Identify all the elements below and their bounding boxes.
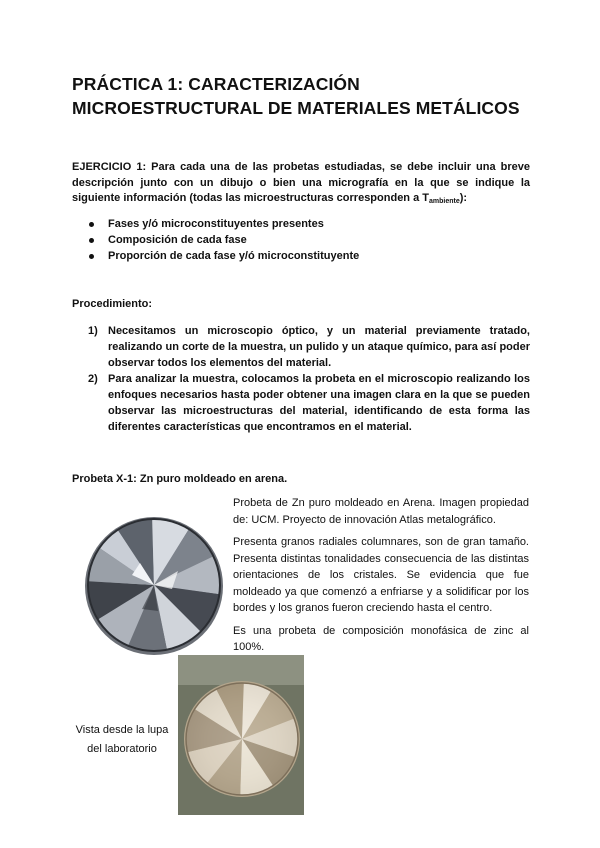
- list-item: [72, 323, 530, 371]
- list-item: Composición de cada fase: [72, 232, 359, 248]
- specimen-heading: Probeta X-1: Zn puro moldeado en arena.: [72, 473, 288, 485]
- list-item: Fases y/ó microconstituyentes presentes: [72, 216, 359, 232]
- exercise-statement: [72, 160, 530, 210]
- list-item: Proporción de cada fase y/ó microconstituyente: [72, 248, 359, 264]
- caption-line: Vista desde la lupa: [75, 724, 169, 736]
- requirements-list: [72, 216, 359, 264]
- description-paragraph: Presenta granos radiales columnares, son de gran tamaño. Presenta distintas tonalidades consecuencia de las distintas orientaciones de los cristales. Se evidencia que fue moldeado ya que comenzó a enfriarse y a solidificar por los bordes y los granos fueron creciendo hasta el centro.: [233, 536, 529, 614]
- step-number: 2): [88, 373, 98, 385]
- description-paragraph: Probeta de Zn puro moldeado en Arena. Imagen propiedad de: UCM. Proyecto de innovación Atlas metalográfico.: [233, 497, 529, 526]
- description-paragraph: Es una probeta de composición monofásica de zinc al 100%.: [233, 624, 529, 653]
- step-number: 1): [88, 325, 98, 337]
- procedure-heading: Procedimiento:: [72, 298, 153, 310]
- exercise-text-end: ):: [459, 192, 468, 204]
- specimen-description: [233, 495, 529, 662]
- step-text: Necesitamos un microscopio óptico, y un material previamente tratado, realizando un corte de la muestra, un pulido y un ataque químico, para así poder observar todos los elementos del material.: [108, 325, 530, 369]
- list-item: [72, 371, 530, 435]
- image-caption: [72, 721, 172, 759]
- page-title: PRÁCTICA 1: CARACTERIZACIÓN MICROESTRUCTURAL DE MATERIALES METÁLICOS: [72, 74, 520, 118]
- exercise-text: Para cada una de las probetas estudiadas, se debe incluir una breve descripción junto con un dibujo o bien una micrografía en la que se indique la siguiente información (todas las microestructuras corresponden a T: [72, 161, 531, 204]
- specimen-micrograph-image: [82, 513, 226, 657]
- exercise-label: EJERCICIO 1:: [72, 161, 147, 173]
- magnifier-view-image: [178, 655, 304, 815]
- caption-line: del laboratorio: [87, 743, 157, 755]
- procedure-steps: [72, 323, 530, 435]
- temperature-subscript: ambiente: [428, 198, 460, 205]
- step-text: Para analizar la muestra, colocamos la probeta en el microscopio realizando los enfoques necesarios hasta poder obtener una imagen clara en la que se pueden observar las microestructuras del material, identificando de esta forma las diferentes características que encontramos en el material.: [108, 373, 530, 433]
